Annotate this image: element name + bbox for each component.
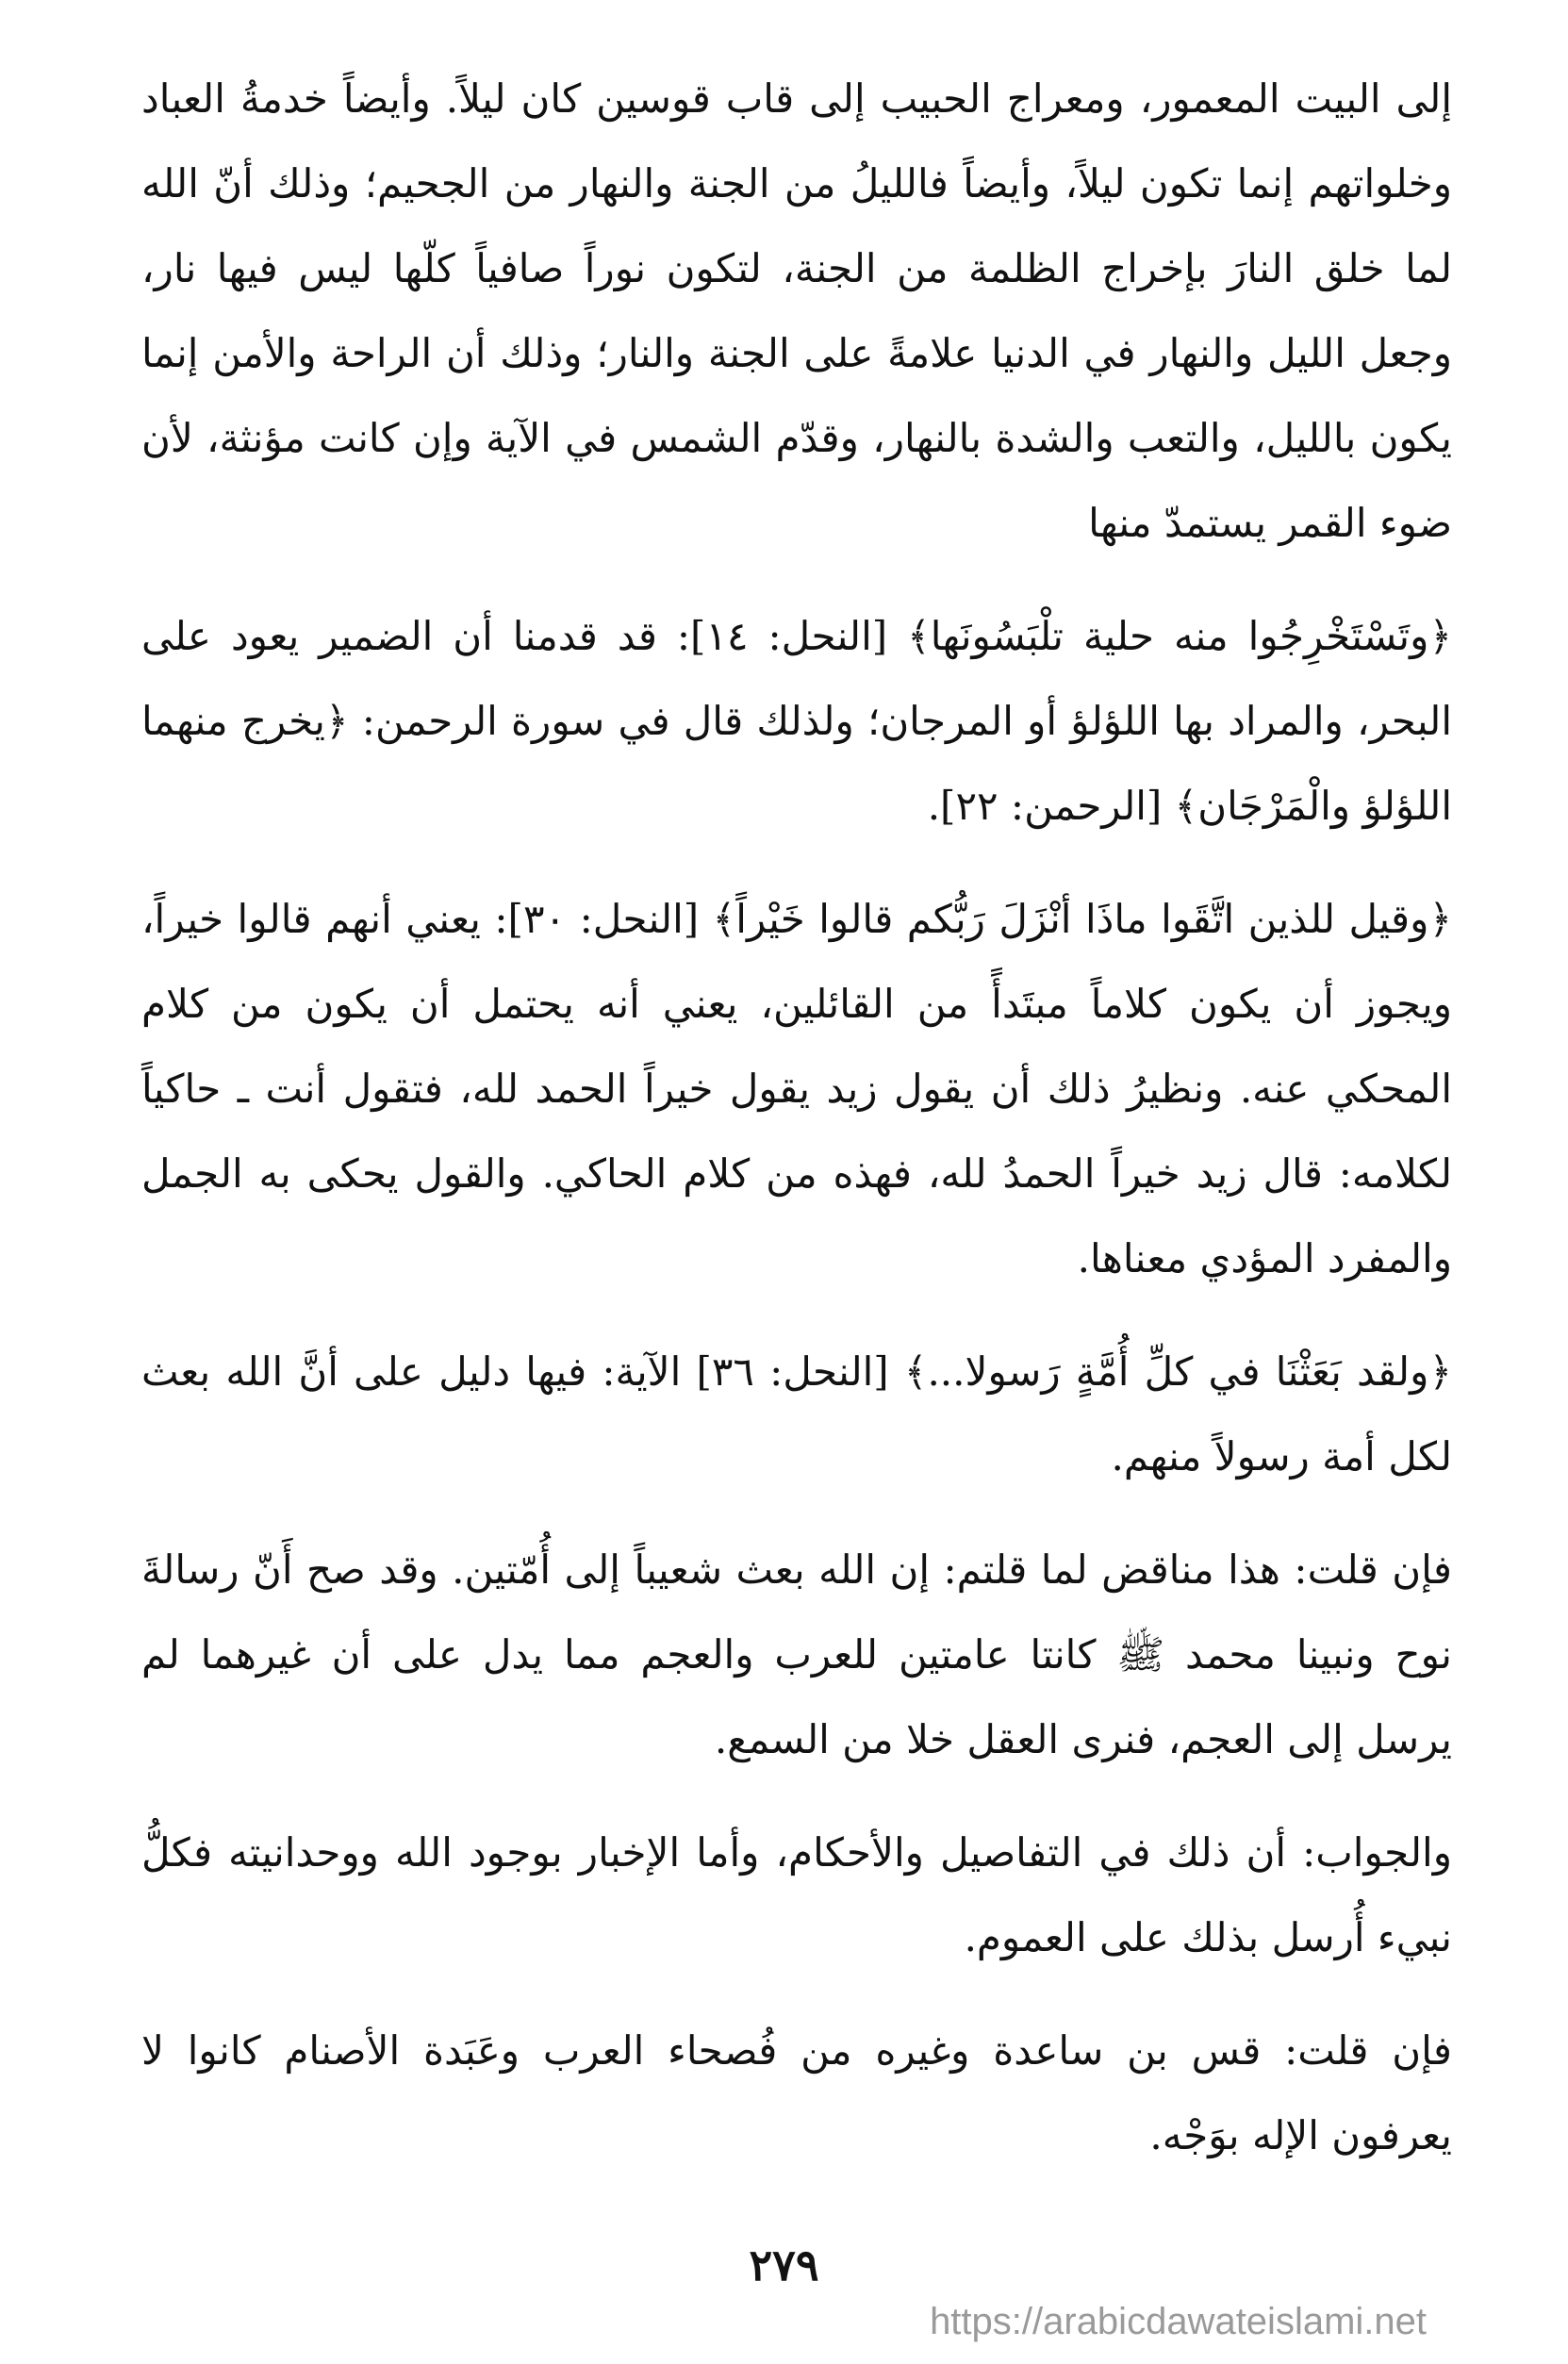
paragraph: والجواب: أن ذلك في التفاصيل والأحكام، وأما الإخبار بوجود الله ووحدانيته فكلُّ نبيء أُرسل بذلك على العموم.	[141, 1829, 1452, 1960]
paragraph: فإن قلت: هذا مناقض لما قلتم: إن الله بعث شعيباً إلى أُمّتين. وقد صح أَنّ رسالةَ نوح ونبينا محمد ﷺ كانتا عامتين للعرب والعجم مما يدل على أن غيرهما لم يرسل إلى العجم، فنرى العقل خلا من السمع.	[141, 1546, 1452, 1762]
paragraph: ﴿وقيل للذين اتَّقَوا ماذَا أنْزَلَ رَبُّكم قالوا خَيْراً﴾ [النحل: ٣٠]: يعني أنهم قالوا خيراً، ويجوز أن يكون كلاماً مبتَدأً من القائلين، يعني أنه يحتمل أن يكون من كلام المحكي عنه. ونظيرُ ذلك أن يقول زيد يقول خيراً الحمد لله، فتقول أنت ـ حاكياً لكلامه: قال زيد خيراً الحمدُ لله، فهذه من كلام الحاكي. والقول يحكى به الجمل والمفرد المؤدي معناها.	[141, 896, 1452, 1281]
paragraph-gap	[141, 1980, 1452, 2009]
paragraph-gap	[141, 849, 1452, 877]
paragraph-gap	[141, 1499, 1452, 1528]
paragraph: فإن قلت: قس بن ساعدة وغيره من فُصحاء العرب وعَبَدة الأصنام كانوا لا يعرفون الإله بوَجْه.	[141, 2027, 1452, 2158]
paragraph-gap	[141, 1301, 1452, 1330]
paragraph-gap	[141, 566, 1452, 594]
paragraph-gap	[141, 1782, 1452, 1810]
paragraph: ﴿وتَسْتَخْرِجُوا منه حلية تلْبَسُونَها﴾ [النحل: ١٤]: قد قدمنا أن الضمير يعود على البحر، والمراد بها اللؤلؤ أو المرجان؛ ولذلك قال في سورة الرحمن: ﴿يخرج منهما اللؤلؤ والْمَرْجَان﴾ [الرحمن: ٢٢].	[141, 613, 1452, 829]
paragraph: إلى البيت المعمور، ومعراج الحبيب إلى قاب قوسين كان ليلاً. وأيضاً خدمةُ العباد وخلواتهم إنما تكون ليلاً، وأيضاً فالليلُ من الجنة والنهار من الجحيم؛ وذلك أنّ الله لما خلق النارَ بإخراج الظلمة من الجنة، لتكون نوراً صافياً كلّها ليس فيها نار، وجعل الليل والنهار في الدنيا علامةً على الجنة والنار؛ وذلك أن الراحة والأمن إنما يكون بالليل، والتعب والشدة بالنهار، وقدّم الشمس في الآية وإن كانت مؤنثة، لأن ضوء القمر يستمدّ منها	[141, 75, 1452, 546]
paragraph: ﴿ولقد بَعَثْنَا في كلِّ أُمَّةٍ رَسولا...﴾ [النحل: ٣٦] الآية: فيها دليل على أنَّ الله بعث لكل أمة رسولاً منهم.	[141, 1348, 1452, 1480]
page-body	[141, 57, 1452, 2178]
watermark-url: https://arabicdawateislami.net	[930, 2301, 1427, 2342]
page-number: ٢٧٩	[749, 2240, 819, 2290]
